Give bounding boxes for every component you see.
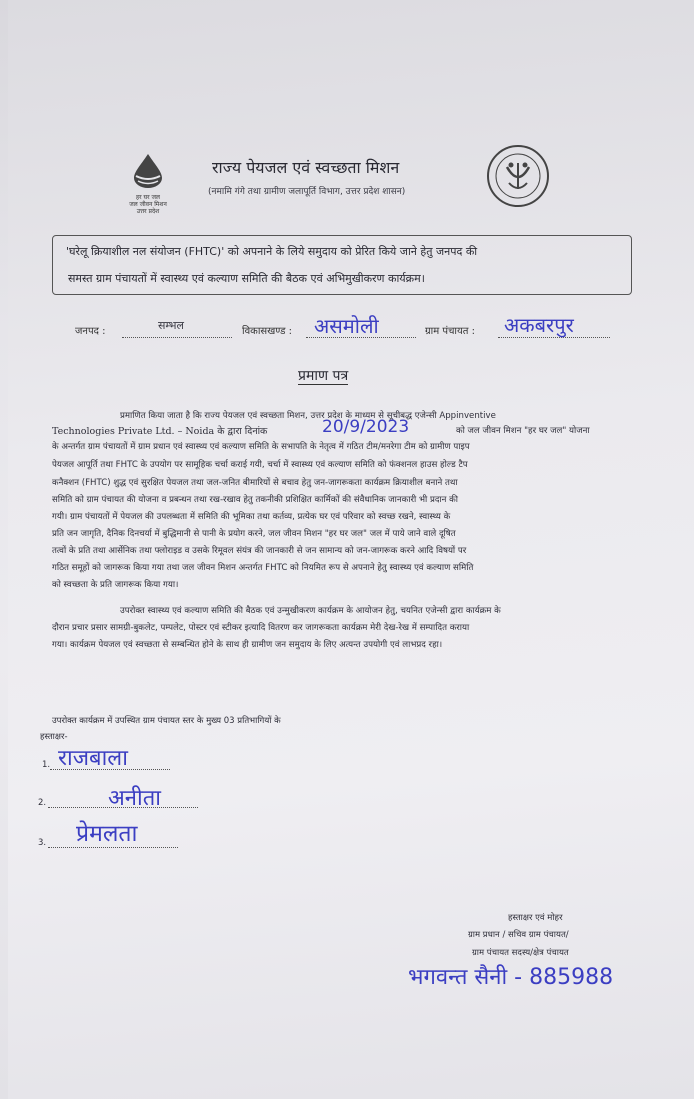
body-p1-line: प्रति जन जागृति, दैनिक दिनचर्या में बुद्धिमानी से पानी के प्रयोग करने, जल जीवन मिशन "हर घर जल" जल में पाये जाने वाले दूषित — [52, 529, 456, 539]
body-p1-line: तत्वों के प्रति तथा आर्सेनिक तथा फ्लोराइड व उसके रिमूवल संयंत्र की जानकारी से जन सामान्य को जन-जागरूक करने आदि विषयों पर — [52, 546, 467, 556]
body-p1-line: गठित समूहों को जागरूक किया गया तथा जल जीवन मिशन अन्तर्गत FHTC को नियमित रूप से अपनाने हेतु स्वास्थ्य एवं कल्याण समिति — [52, 563, 474, 573]
participants-intro-2: हस्ताक्षर- — [40, 732, 68, 742]
signatory-designation-1: ग्राम प्रधान / सचिव ग्राम पंचायत/ — [468, 930, 569, 940]
water-drop-icon — [128, 152, 168, 190]
state-emblem-icon — [485, 143, 551, 209]
gram-panchayat-value: अकबरपुर — [504, 313, 574, 337]
participant-number: 1. — [42, 760, 51, 770]
body-p1-line: समिति को ग्राम पंचायत की योजना व प्रबन्धन तथा रख-रखाव हेतु तकनीकी प्रशिक्षित कार्मिकों की संवैधानिक जानकारी भी प्रदान की — [52, 495, 458, 505]
signatory-signature: भगवन्त सैनी - 885988 — [408, 965, 614, 990]
vikaskhand-value: असमोली — [314, 314, 379, 338]
har-ghar-jal-logo — [118, 152, 178, 222]
banner-line-1: 'घरेलू क्रियाशील नल संयोजन (FHTC)' को अपनाने के लिये समुदाय को प्रेरित किये जाने हेतु जनपद की — [66, 245, 478, 258]
vikaskhand-label: विकासखण्ड : — [242, 326, 293, 337]
participant-number: 2. — [38, 798, 47, 808]
up-government-emblem — [485, 143, 551, 209]
certificate-title: प्रमाण पत्र — [298, 368, 349, 384]
program-date: 20/9/2023 — [322, 417, 410, 437]
janpad-value: सम्भल — [158, 319, 184, 332]
body-p1-line: को जल जीवन मिशन "हर घर जल" योजना — [456, 426, 590, 436]
janpad-label: जनपद : — [75, 326, 106, 337]
body-p1-line: को स्वच्छता के प्रति जागरूक किया गया। — [52, 580, 179, 590]
body-p2-line: दौरान प्रचार प्रसार सामग्री-बुकलेट, पम्पलेट, पोस्टर एवं स्टीकर इत्यादि वितरण कर जागरूकता कार्यक्रम मेरी देख-रेख में सम्पादित कराया — [52, 623, 470, 633]
participants-intro: उपरोक्त कार्यक्रम में उपस्थित ग्राम पंचायत स्तर के मुख्य 03 प्रतिभागियों के — [52, 716, 281, 726]
body-p2-line: उपरोक्त स्वास्थ्य एवं कल्याण समिति की बैठक एवं उन्मुखीकरण कार्यक्रम के आयोजन हेतु, चयनित एजेन्सी द्वारा कार्यक्रम के — [120, 606, 501, 616]
body-p1-line: कनैक्शन (FHTC) शुद्ध एवं सुरक्षित पेयजल तथा जल-जनित बीमारियों से बचाव हेतु जन-जागरूकता कार्यक्रम क्रियाशील बनाने तथा — [52, 478, 458, 488]
body-p1-line: गयी। ग्राम पंचायतों में पेयजल की उपलब्धता में समिति की भूमिका तथा कर्तव्य, प्रत्येक घर एवं परिवार को स्वच्छ रखने, स्वास्थ्य के — [52, 512, 451, 522]
participant-signature-3: प्रेमलता — [76, 821, 138, 847]
janpad-dotline — [122, 336, 232, 338]
gram-panchayat-label: ग्राम पंचायत : — [425, 326, 476, 337]
participant-signature-2: अनीता — [108, 786, 161, 811]
signature-stamp-label: हस्ताक्षर एवं मोहर — [508, 913, 563, 923]
body-p1-line: के अन्तर्गत ग्राम पंचायतों में ग्राम प्रधान एवं स्वास्थ्य एवं कल्याण समिति के सभापति के नेतृत्व में गठित टीम/मनरेगा टीम को ग्रामीण पाइप — [52, 442, 470, 452]
body-p1-line: पेयजल आपूर्ति तथा FHTC के उपयोग पर सामूहिक चर्चा कराई गयी, चर्चा में स्वास्थ्य एवं कल्याण समिति को फंक्शनल हाउस होल्ड टैप — [52, 460, 468, 470]
mission-subtitle: (नमामि गंगे तथा ग्रामीण जलापूर्ति विभाग, उत्तर प्रदेश शासन) — [208, 187, 406, 197]
mission-title: राज्य पेयजल एवं स्वच्छता मिशन — [212, 158, 400, 177]
logo-left-tag: हर घर जल जल जीवन मिशन उत्तर प्रदेश — [129, 194, 167, 215]
participant-signature-1: राजबाला — [58, 746, 128, 771]
signatory-designation-2: ग्राम पंचायत सदस्य/क्षेत्र पंचायत — [472, 948, 569, 958]
banner-line-2: समस्त ग्राम पंचायतों में स्वास्थ्य एवं कल्याण समिति की बैठक एवं अभिमुखीकरण कार्यक्रम। — [68, 272, 425, 285]
body-p1-line: प्रमाणित किया जाता है कि राज्य पेयजल एवं स्वच्छता मिशन, उत्तर प्रदेश के माध्यम से सूचीबद्ध एजेन्सी Appinventive — [120, 411, 496, 421]
body-p1-line: Technologies Private Ltd. – Noida के द्वारा दिनांक — [52, 426, 268, 437]
body-p2-line: गया। कार्यक्रम पेयजल एवं स्वच्छता से सम्बन्धित होने के साथ ही ग्रामीण जन समुदाय के लिए अत्यन्त उपयोगी एवं लाभप्रद रहा। — [52, 640, 443, 650]
participant-number: 3. — [38, 838, 47, 848]
